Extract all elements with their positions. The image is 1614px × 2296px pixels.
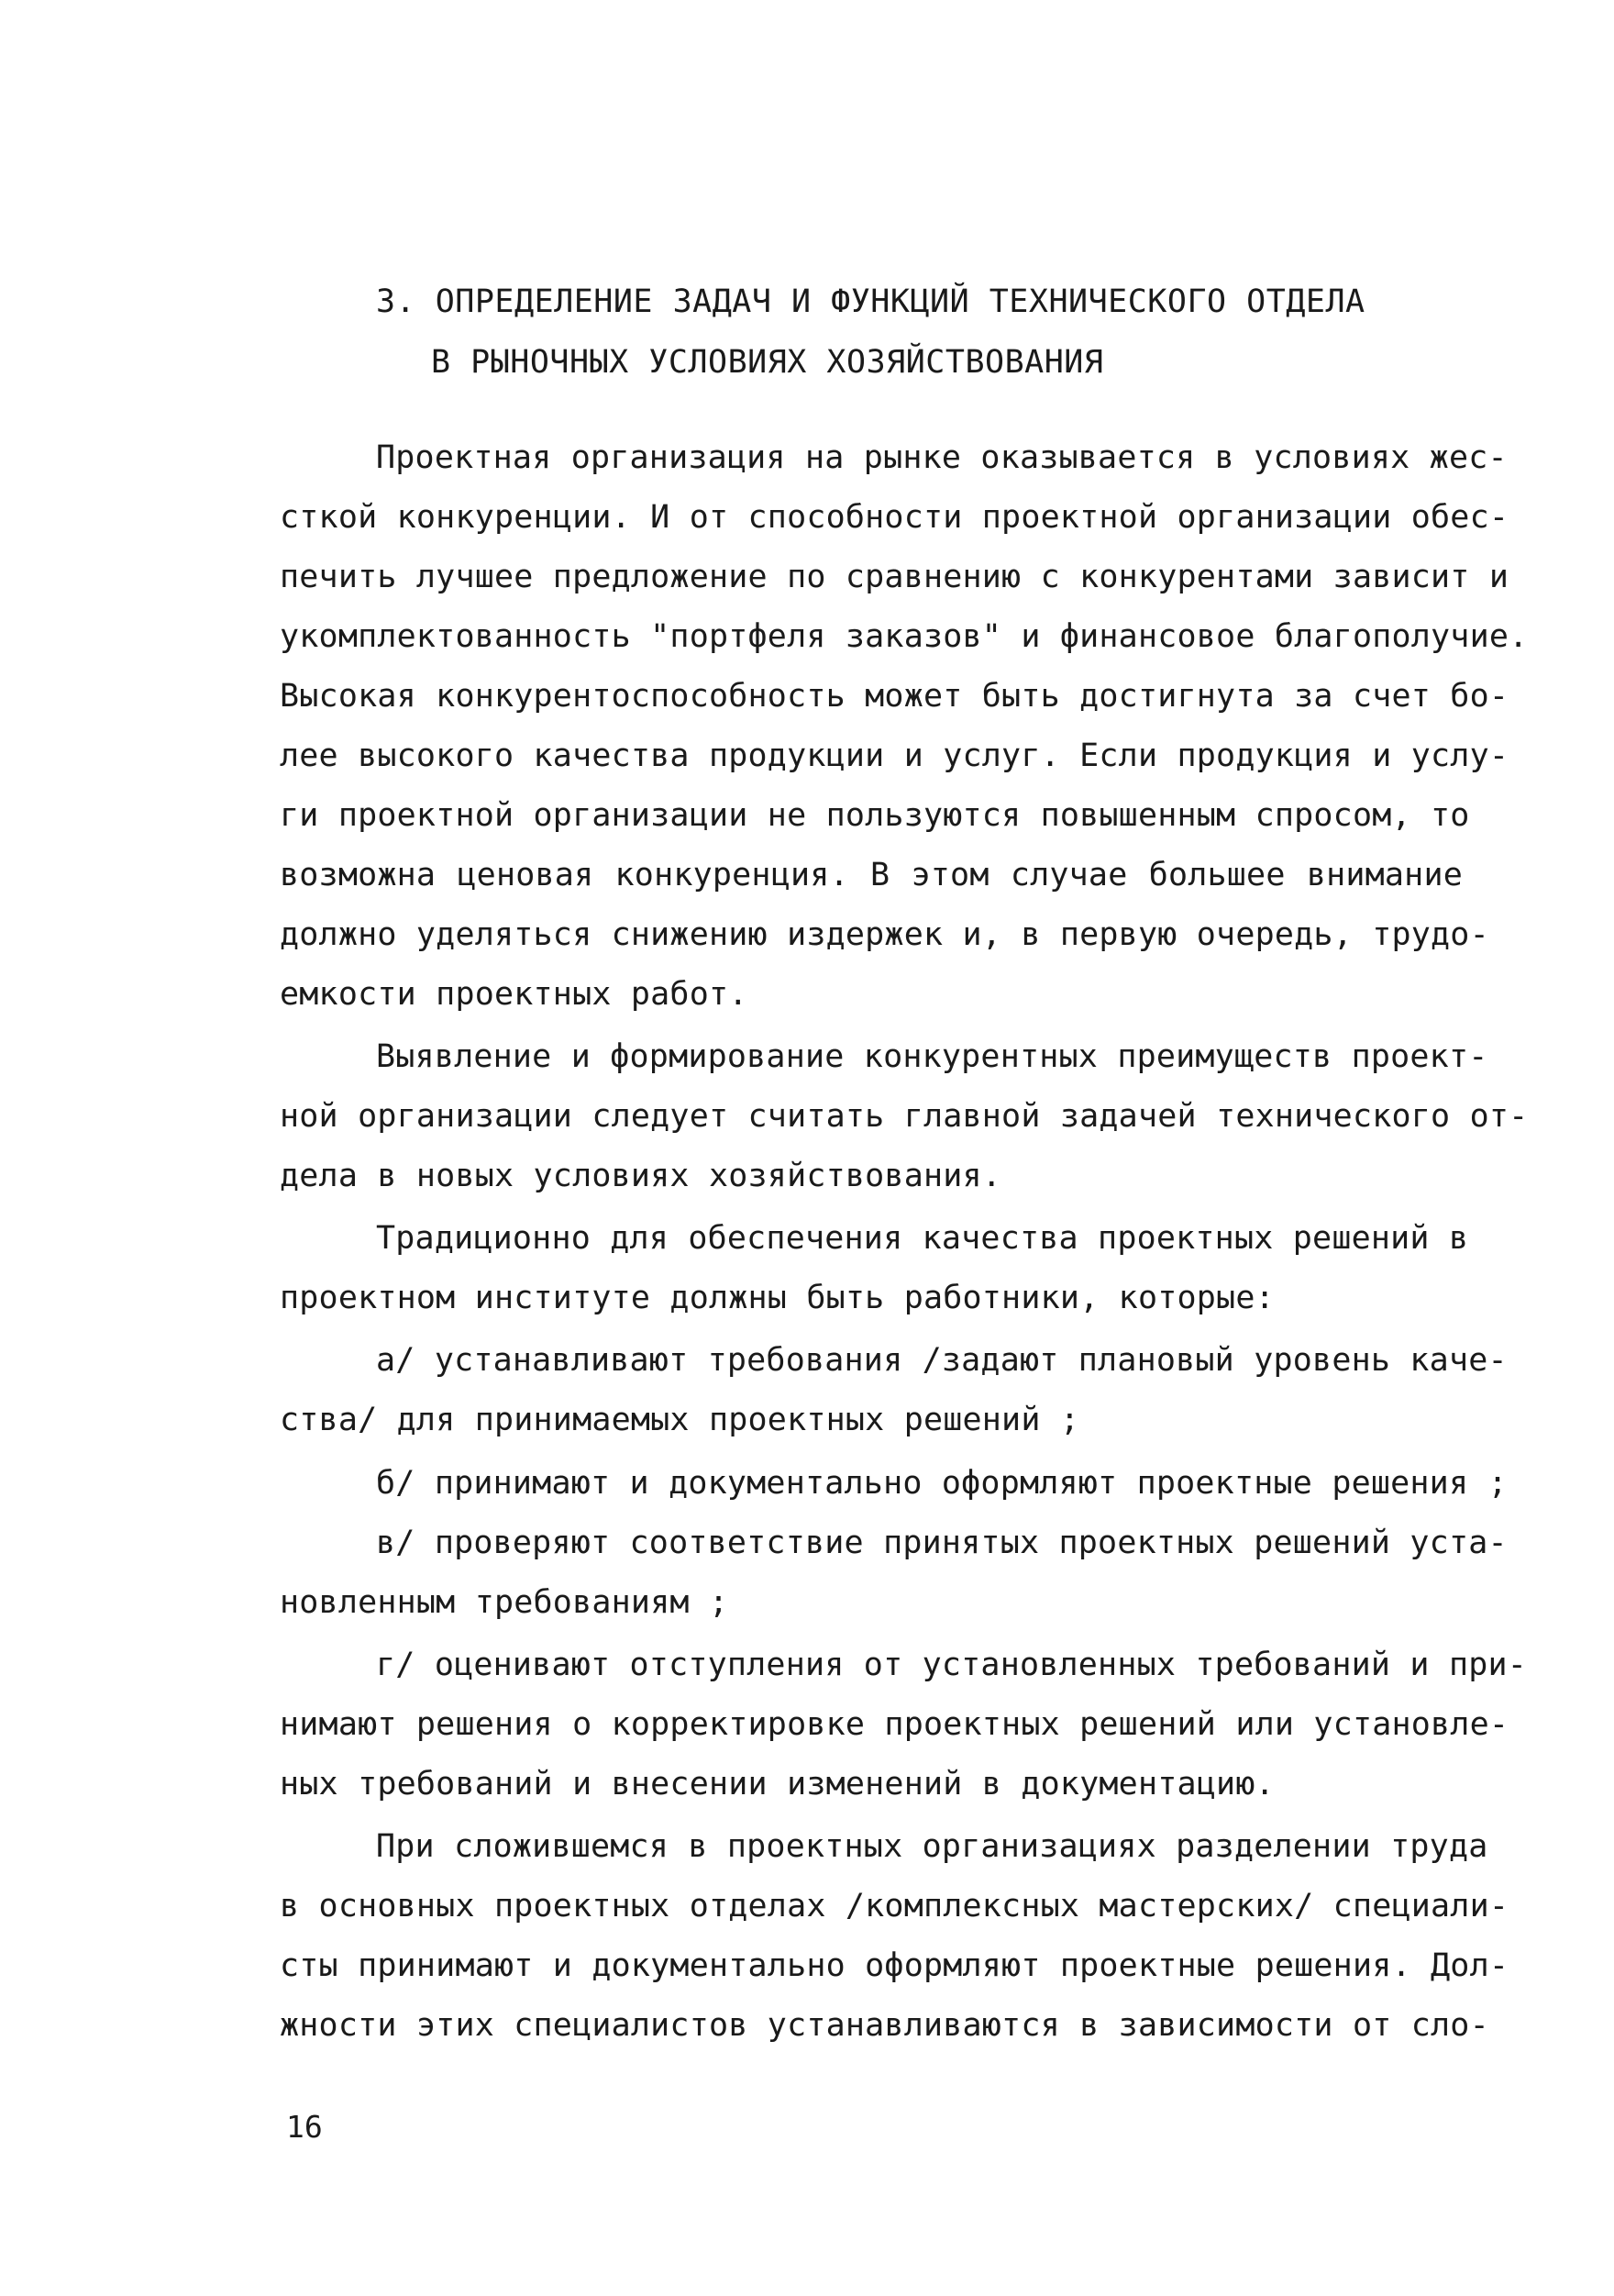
- text-line: ной организации следует считать главной задачей технического от-: [280, 1098, 1529, 1135]
- list-item-a-continued: ства/ для принимаемых проектных решений ;: [280, 1402, 1080, 1438]
- text-line: сткой конкуренции. И от способности проектной организации обес-: [280, 499, 1509, 536]
- text-line: в основных проектных отделах /комплексных мастерских/ специали-: [280, 1888, 1509, 1924]
- list-item-b: б/ принимают и документально оформляют проектные решения ;: [376, 1465, 1508, 1502]
- text-line: ги проектной организации не пользуются повышенным спросом, то: [280, 797, 1470, 834]
- list-item-a: а/ устанавливают требования /задают плановый уровень каче-: [376, 1342, 1508, 1379]
- list-item-c-continued: новленным требованиям ;: [280, 1584, 729, 1621]
- text-line: укомплектованность "портфеля заказов" и финансовое благополучие.: [280, 618, 1529, 655]
- list-item-d-continued: нимают решения о корректировке проектных решений или установле-: [280, 1706, 1509, 1743]
- text-line: При сложившемся в проектных организациях разделении труда: [376, 1828, 1488, 1865]
- list-item-d-continued: ных требований и внесении изменений в документацию.: [280, 1766, 1275, 1802]
- page-number: 16: [286, 2109, 323, 2145]
- section-heading-line-1: 3. ОПРЕДЕЛЕНИЕ ЗАДАЧ И ФУНКЦИЙ ТЕХНИЧЕСКОГО ОТДЕЛА: [376, 283, 1365, 320]
- list-item-d: г/ оценивают отступления от установленных требований и при-: [376, 1647, 1528, 1683]
- section-heading-line-2: В РЫНОЧНЫХ УСЛОВИЯХ ХОЗЯЙСТВОВАНИЯ: [431, 344, 1104, 381]
- list-item-c: в/ проверяют соответствие принятых проектных решений уста-: [376, 1525, 1508, 1561]
- text-line: Высокая конкурентоспособность может быть достигнута за счет бо-: [280, 678, 1509, 715]
- text-line: должно уделяться снижению издержек и, в первую очередь, трудо-: [280, 916, 1489, 953]
- text-line: сты принимают и документально оформляют проектные решения. Дол-: [280, 1947, 1509, 1984]
- text-line: дела в новых условиях хозяйствования.: [280, 1158, 1002, 1194]
- text-line: печить лучшее предложение по сравнению с конкурентами зависит и: [280, 559, 1509, 595]
- text-line: возможна ценовая конкуренция. В этом случае большее внимание: [280, 857, 1463, 893]
- text-line: емкости проектных работ.: [280, 976, 748, 1013]
- text-line: Проектная организация на рынке оказывается в условиях жес-: [376, 439, 1508, 476]
- text-line: Традиционно для обеспечения качества проектных решений в: [376, 1220, 1469, 1257]
- text-line: проектном институте должны быть работники, которые:: [280, 1280, 1275, 1316]
- text-line: Выявление и формирование конкурентных преимуществ проект-: [376, 1038, 1488, 1075]
- text-line: лее высокого качества продукции и услуг. Если продукция и услу-: [280, 738, 1509, 774]
- text-line: жности этих специалистов устанавливаются в зависимости от сло-: [280, 2007, 1489, 2044]
